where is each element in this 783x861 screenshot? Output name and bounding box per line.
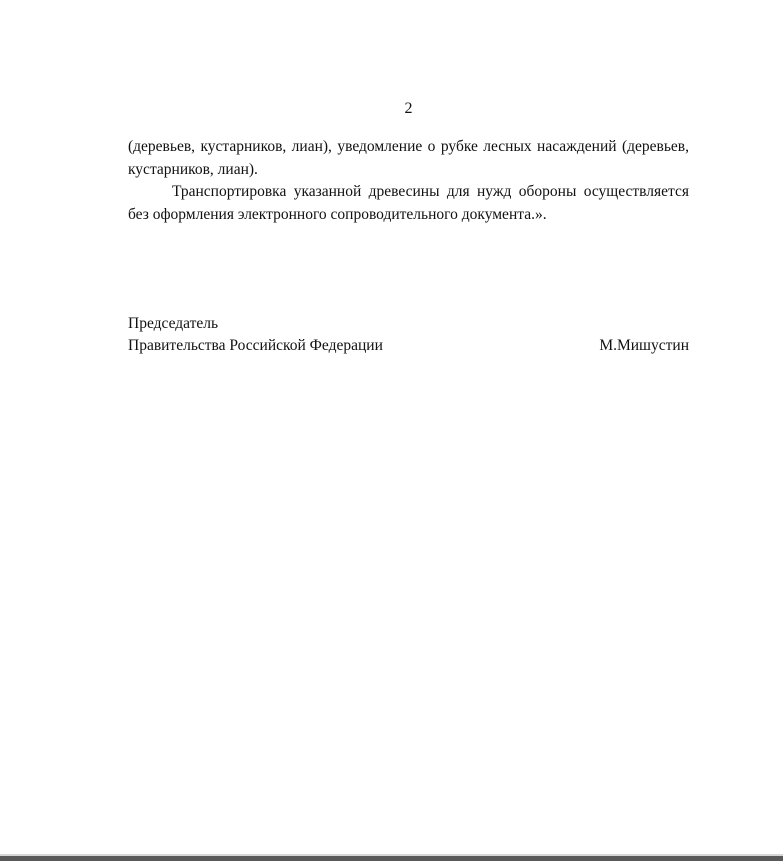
signature-block [128,313,689,357]
page-bottom-border [0,856,783,861]
paragraph-1: (деревьев, кустарников, лиан), уведомление о рубке лесных насаждений (деревьев, кустарников, лиан). [128,138,689,178]
signature-title-line-2: Правительства Российской Федерации [128,337,383,354]
signature-title-line-1: Председатель [128,315,219,332]
page-number: 2 [404,100,413,117]
signature-row [128,335,689,357]
signatory-name: М.Мишустин [599,337,689,354]
paragraph-2: Транспортировка указанной древесины для нужд обороны осуществляется без оформления электронного сопроводительного документа.». [128,183,689,223]
